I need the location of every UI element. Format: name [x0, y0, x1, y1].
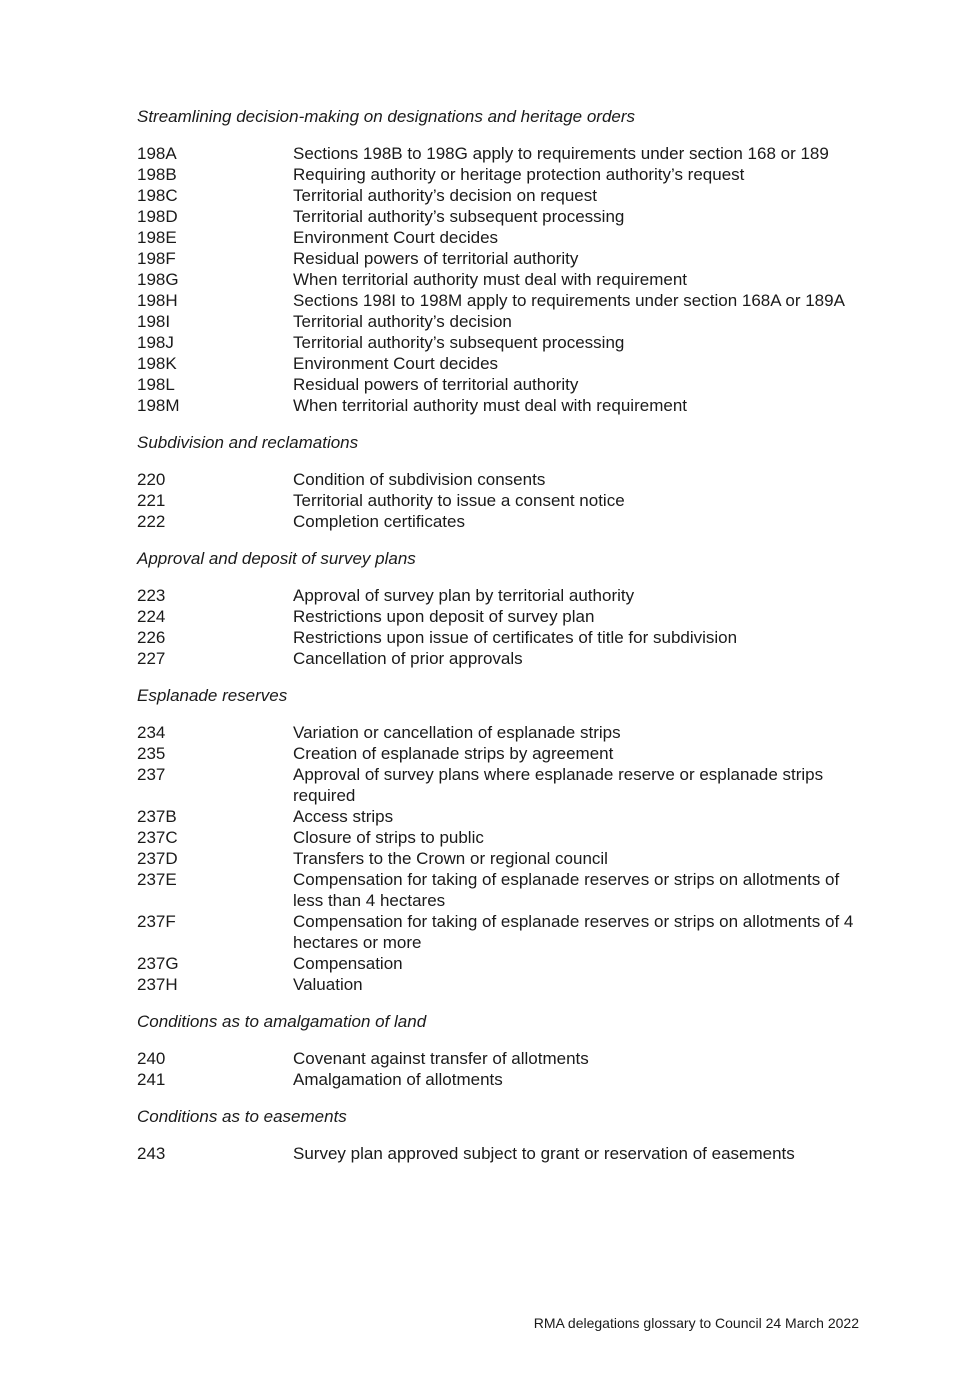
- list-item: [137, 848, 872, 869]
- list-item: [137, 627, 872, 648]
- section-title: Territorial authority’s decision: [293, 312, 512, 331]
- section-number: 222: [137, 512, 166, 531]
- section-number: 227: [137, 649, 166, 668]
- list-item: [137, 606, 872, 627]
- section-title: Transfers to the Crown or regional council: [293, 849, 608, 868]
- section-title: Valuation: [293, 975, 363, 994]
- section-title: Creation of esplanade strips by agreement: [293, 744, 614, 763]
- section-title: Restrictions upon deposit of survey plan: [293, 607, 595, 626]
- section-title: Cancellation of prior approvals: [293, 649, 523, 668]
- list-item: [137, 490, 872, 511]
- section-number: 237F: [137, 912, 176, 931]
- section: [137, 432, 872, 532]
- section-title: Territorial authority’s subsequent processing: [293, 333, 625, 352]
- section-number: 198E: [137, 228, 177, 247]
- section-title: Territorial authority’s decision on request: [293, 186, 597, 205]
- list-item: [137, 1143, 872, 1164]
- section-title: Survey plan approved subject to grant or reservation of easements: [293, 1144, 795, 1163]
- section-title: When territorial authority must deal with requirement: [293, 396, 687, 415]
- section-title: Amalgamation of allotments: [293, 1070, 503, 1089]
- section-number: 198D: [137, 207, 178, 226]
- list-item: [137, 911, 872, 953]
- list-item: [137, 332, 872, 353]
- section-number: 223: [137, 586, 166, 605]
- section-title: Territorial authority to issue a consent notice: [293, 491, 625, 510]
- list-item: [137, 806, 872, 827]
- section-number: 237: [137, 765, 166, 784]
- list-item: [137, 374, 872, 395]
- section-heading: Esplanade reserves: [137, 686, 288, 705]
- section-number: 198J: [137, 333, 174, 352]
- section-title: Sections 198I to 198M apply to requirements under section 168A or 189A: [293, 291, 845, 310]
- section-number: 198C: [137, 186, 178, 205]
- section: [137, 1106, 872, 1164]
- list-item: [137, 185, 872, 206]
- list-item: [137, 1048, 872, 1069]
- section-title: Compensation for taking of esplanade reserves or strips on allotments of less than 4 hectares: [293, 870, 840, 910]
- list-item: [137, 974, 872, 995]
- list-item: [137, 827, 872, 848]
- section-number: 235: [137, 744, 166, 763]
- list-item: [137, 353, 872, 374]
- list-item: [137, 248, 872, 269]
- section-number: 240: [137, 1049, 166, 1068]
- section-number: 198M: [137, 396, 180, 415]
- section-number: 237B: [137, 807, 177, 826]
- section: [137, 685, 872, 995]
- list-item: [137, 311, 872, 332]
- section-number: 224: [137, 607, 166, 626]
- section-title: Access strips: [293, 807, 394, 826]
- section-title: Completion certificates: [293, 512, 465, 531]
- section-number: 237C: [137, 828, 178, 847]
- section-number: 198B: [137, 165, 177, 184]
- section-heading: Conditions as to easements: [137, 1107, 347, 1126]
- section: [137, 106, 872, 416]
- section-title: Closure of strips to public: [293, 828, 484, 847]
- list-item: [137, 953, 872, 974]
- section-title: Environment Court decides: [293, 228, 499, 247]
- section-heading: Approval and deposit of survey plans: [137, 549, 416, 568]
- list-item: [137, 722, 872, 743]
- list-item: [137, 290, 872, 311]
- section-title: Covenant against transfer of allotments: [293, 1049, 589, 1068]
- section-number: 237H: [137, 975, 178, 994]
- section-number: 198K: [137, 354, 177, 373]
- list-item: [137, 869, 872, 911]
- list-item: [137, 648, 872, 669]
- list-item: [137, 469, 872, 490]
- section-number: 221: [137, 491, 166, 510]
- document-body: [137, 106, 872, 1180]
- section-title: Condition of subdivision consents: [293, 470, 546, 489]
- section-heading: Streamlining decision-making on designations and heritage orders: [137, 107, 636, 126]
- section-number: 198L: [137, 375, 175, 394]
- section-title: Sections 198B to 198G apply to requirements under section 168 or 189: [293, 144, 829, 163]
- section-title: Variation or cancellation of esplanade strips: [293, 723, 621, 742]
- section-title: Residual powers of territorial authority: [293, 375, 579, 394]
- list-item: [137, 206, 872, 227]
- section-number: 226: [137, 628, 166, 647]
- section-number: 198I: [137, 312, 171, 331]
- section: [137, 548, 872, 669]
- section-title: Residual powers of territorial authority: [293, 249, 579, 268]
- section-number: 237D: [137, 849, 178, 868]
- section-title: Restrictions upon issue of certificates of title for subdivision: [293, 628, 738, 647]
- list-item: [137, 585, 872, 606]
- section-title: Approval of survey plans where esplanade reserve or esplanade strips required: [293, 765, 824, 805]
- section-number: 243: [137, 1144, 166, 1163]
- section-number: 198F: [137, 249, 176, 268]
- list-item: [137, 764, 872, 806]
- list-item: [137, 395, 872, 416]
- section-number: 198G: [137, 270, 179, 289]
- section-title: Environment Court decides: [293, 354, 499, 373]
- section-title: Compensation: [293, 954, 403, 973]
- section-number: 198A: [137, 144, 177, 163]
- section-number: 234: [137, 723, 166, 742]
- section-number: 198H: [137, 291, 178, 310]
- section-title: Requiring authority or heritage protection authority’s request: [293, 165, 745, 184]
- list-item: [137, 743, 872, 764]
- section-number: 241: [137, 1070, 166, 1089]
- section-number: 220: [137, 470, 166, 489]
- section-title: Compensation for taking of esplanade reserves or strips on allotments of 4 hectares or more: [293, 912, 854, 952]
- list-item: [137, 1069, 872, 1090]
- list-item: [137, 227, 872, 248]
- section-heading: Subdivision and reclamations: [137, 433, 359, 452]
- section-title: When territorial authority must deal with requirement: [293, 270, 687, 289]
- page-footer: RMA delegations glossary to Council 24 March 2022: [533, 1315, 859, 1331]
- section: [137, 1011, 872, 1090]
- list-item: [137, 143, 872, 164]
- section-title: Approval of survey plan by territorial authority: [293, 586, 635, 605]
- section-heading: Conditions as to amalgamation of land: [137, 1012, 427, 1031]
- section-title: Territorial authority’s subsequent processing: [293, 207, 625, 226]
- section-number: 237E: [137, 870, 177, 889]
- list-item: [137, 164, 872, 185]
- section-number: 237G: [137, 954, 179, 973]
- list-item: [137, 269, 872, 290]
- list-item: [137, 511, 872, 532]
